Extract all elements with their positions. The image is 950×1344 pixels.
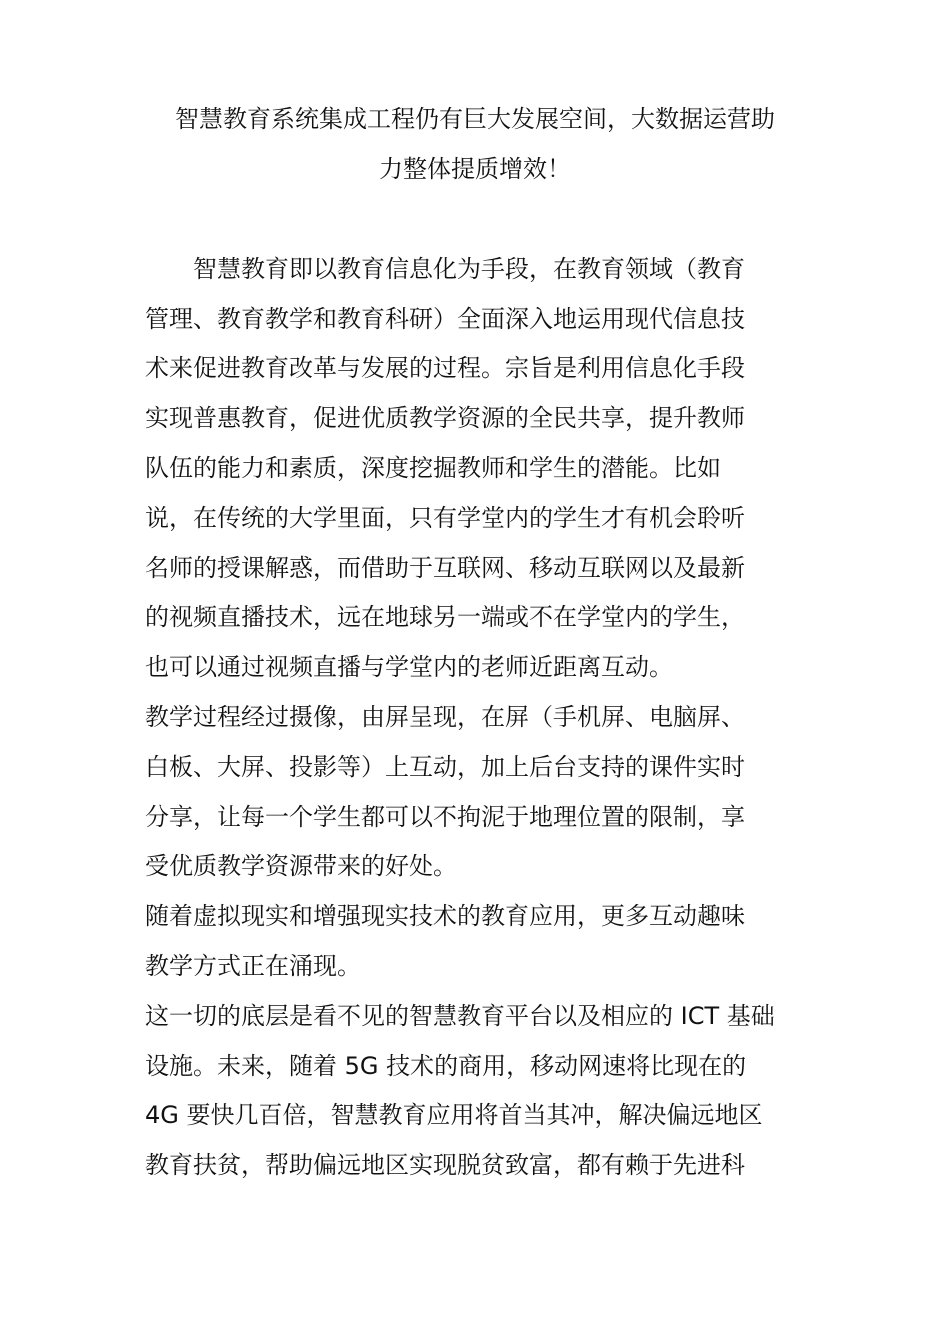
document-title-line-1: 智慧教育系统集成工程仍有巨大发展空间，大数据运营助 [175,105,775,133]
body-line: 设施。未来，随着 5G 技术的商用，移动网速将比现在的 [145,1052,747,1080]
body-line: 管理、教育教学和教育科研）全面深入地运用现代信息技 [145,305,745,333]
body-line: 随着虚拟现实和增强现实技术的教育应用，更多互动趣味 [145,902,745,930]
body-line: 教学方式正在涌现。 [145,952,361,980]
body-line: 说，在传统的大学里面，只有学堂内的学生才有机会聆听 [145,504,745,532]
body-line: 队伍的能力和素质，深度挖掘教师和学生的潜能。比如 [145,454,721,482]
body-line: 的视频直播技术，远在地球另一端或不在学堂内的学生， [145,603,745,631]
body-line: 名师的授课解惑，而借助于互联网、移动互联网以及最新 [145,554,745,582]
body-line: 白板、大屏、投影等）上互动，加上后台支持的课件实时 [145,753,745,781]
body-line: 实现普惠教育，促进优质教学资源的全民共享，提升教师 [145,404,745,432]
body-line: 教学过程经过摄像，由屏呈现，在屏（手机屏、电脑屏、 [145,703,745,731]
body-line: 术来促进教育改革与发展的过程。宗旨是利用信息化手段 [145,354,745,382]
body-line: 也可以通过视频直播与学堂内的老师近距离互动。 [145,653,673,681]
body-line: 这一切的底层是看不见的智慧教育平台以及相应的 ICT 基础 [145,1002,775,1030]
body-line: 分享，让每一个学生都可以不拘泥于地理位置的限制，享 [145,803,745,831]
body-line: 4G 要快几百倍，智慧教育应用将首当其冲，解决偏远地区 [145,1101,763,1129]
body-line: 受优质教学资源带来的好处。 [145,852,457,880]
body-line: 教育扶贫，帮助偏远地区实现脱贫致富，都有赖于先进科 [145,1151,745,1179]
document-title-line-2: 力整体提质增效！ [379,155,571,183]
body-line: 智慧教育即以教育信息化为手段，在教育领域（教育 [145,255,745,283]
